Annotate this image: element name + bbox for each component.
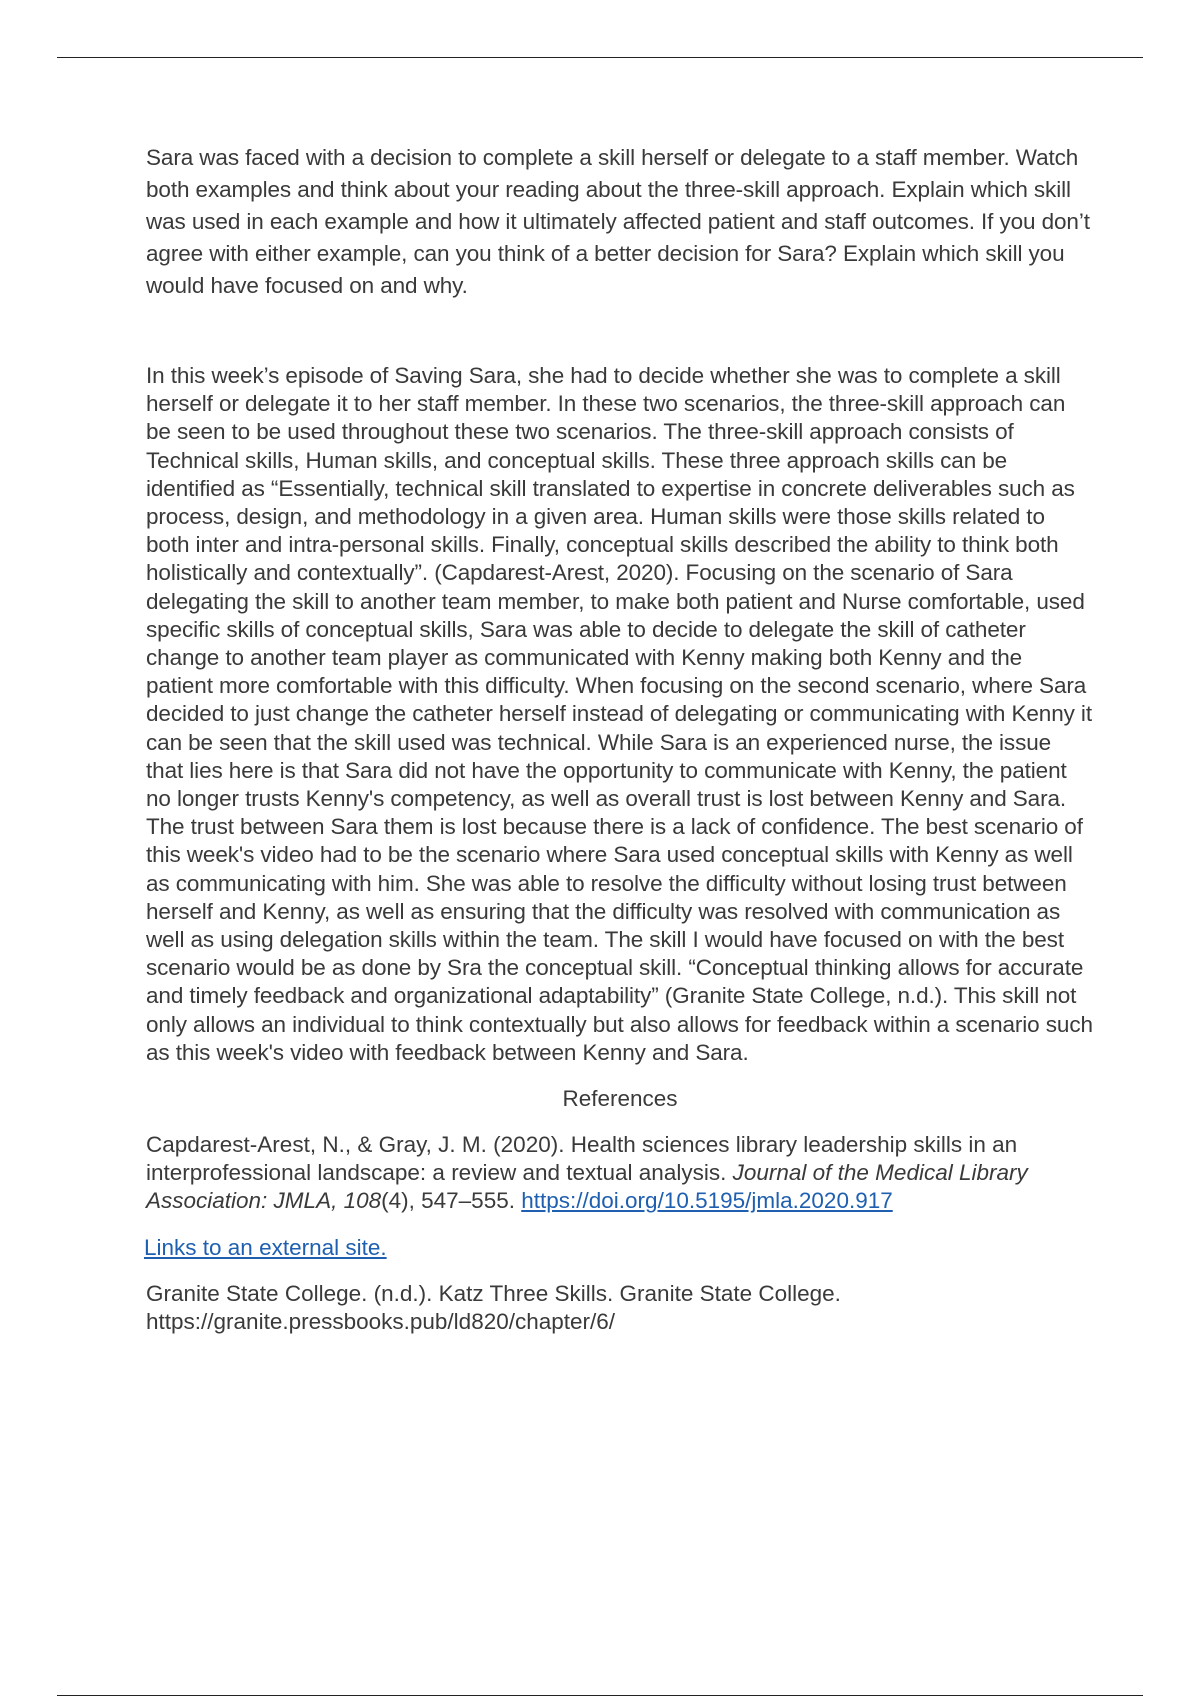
external-site-link-row xyxy=(144,1234,1094,1262)
reference-capdarest-issue: (4), 547–555. xyxy=(381,1188,522,1214)
external-site-link[interactable]: Links to an external site. xyxy=(144,1234,387,1260)
doi-link[interactable]: https://doi.org/10.5195/jmla.2020.917 xyxy=(521,1188,893,1214)
reference-granite: Granite State College. (n.d.). Katz Three Skills. Granite State College. https://granite.pressbooks.pub/ld820/chapter/6/ xyxy=(146,1280,841,1334)
reference-capdarest-authors: Capdarest-Arest, N., & Gray, J. M. (2020). Health sciences library leadership skills in an interprofessional landscape: a review and textual analysis. xyxy=(146,1132,1018,1186)
reference-capdarest xyxy=(146,1131,1094,1216)
prompt-paragraph: Sara was faced with a decision to complete a skill herself or delegate to a staff member. Watch both examples and think about your reading about the three-skill approach. Explain which skill was used in each example and how it ultimately affected patient and staff outcomes. If you don’t agree with either example, can you think of a better decision for Sara? Explain which skill you would have focused on and why. xyxy=(146,145,1090,298)
response-paragraph: In this week’s episode of Saving Sara, she had to decide whether she was to complete a skill herself or delegate it to her staff member. In these two scenarios, the three-skill approach can be seen to be used throughout these two scenarios. The three-skill approach consists of Technical skills, Human skills, and conceptual skills. These three approach skills can be identified as “Essentially, technical skill translated to expertise in concrete deliverables such as process, design, and methodology in a given area. Human skills were those skills related to both inter and intra-personal skills. Finally, conceptual skills described the ability to think both holistically and contextually”. (Capdarest-Arest, 2020). Focusing on the scenario of Sara delegating the skill to another team member, to make both patient and Nurse comfortable, used specific skills of conceptual skills, Sara was able to decide to delegate the skill of catheter change to another team player as communicated with Kenny making both Kenny and the patient more comfortable with this difficulty. When focusing on the second scenario, where Sara decided to just change the catheter herself instead of delegating or communicating with Kenny it can be seen that the skill used was technical. While Sara is an experienced nurse, the issue that lies here is that Sara did not have the opportunity to communicate with Kenny, the patient no longer trusts Kenny's competency, as well as overall trust is lost between Kenny and Sara. The trust between Sara them is lost because there is a lack of confidence. The best scenario of this week's video had to be the scenario where Sara used conceptual skills with Kenny as well as communicating with him. She was able to resolve the difficulty without losing trust between herself and Kenny, as well as ensuring that the difficulty was resolved with communication as well as using delegation skills within the team. The skill I would have focused on with the best scenario would be as done by Sra the conceptual skill. “Conceptual thinking allows for accurate and timely feedback and organizational adaptability” (Granite State College, n.d.). This skill not only allows an individual to think contextually but also allows for feedback within a scenario such as this week's video with feedback between Kenny and Sara. xyxy=(146,363,1093,1065)
reference-capdarest-journal: Journal of the Medical Library Association: JMLA, 108 xyxy=(146,1160,1028,1214)
bottom-rule xyxy=(57,1695,1143,1696)
document-body xyxy=(146,142,1094,1336)
references-heading: References xyxy=(562,1086,678,1112)
top-rule xyxy=(57,57,1143,58)
